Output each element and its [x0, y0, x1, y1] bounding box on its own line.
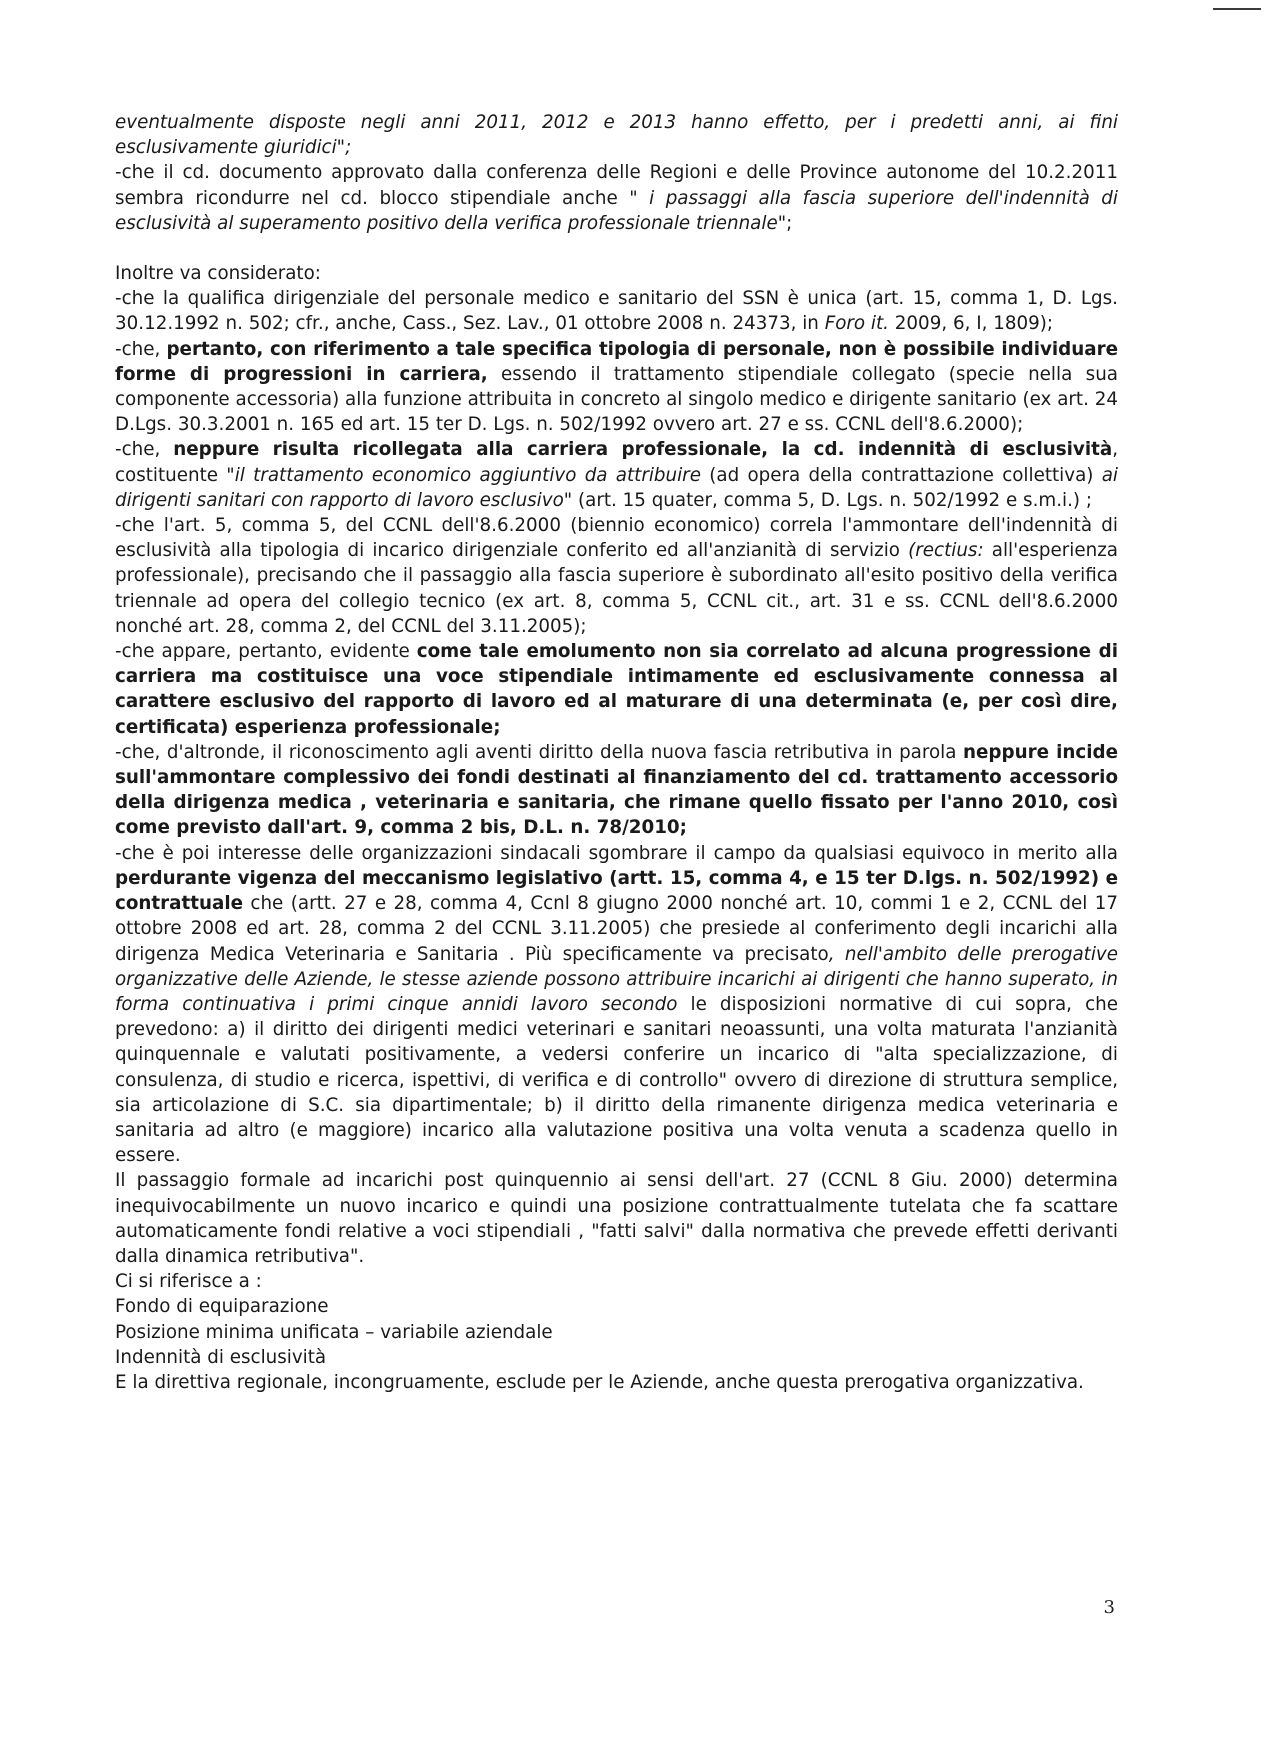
text-run: -che,	[115, 439, 174, 461]
paragraph	[115, 1168, 1118, 1269]
italic-text: , nell'ambito delle prerogative organizzative delle Aziende, le stesse aziende possono attribuire incarichi ai dirigenti che hanno superato, in forma continuativa i primi cinque annidi lavoro secondo	[115, 943, 1118, 1015]
paragraph	[115, 1370, 1118, 1395]
paragraph	[115, 740, 1118, 841]
text-run: Ci si riferisce a :	[115, 1271, 262, 1293]
text-run: Fondo di equiparazione	[115, 1296, 329, 1318]
paragraph-spacer	[115, 236, 1118, 261]
text-run: Posizione minima unificata – variabile aziendale	[115, 1321, 553, 1343]
text-run: che (artt. 27 e 28, comma 4, Ccnl 8 giugno 2000 nonché art. 10, commi 1 e 2, CCNL del 17 ottobre 2008 ed art. 28, comma 2 del CCNL 3.11.2005) che presiede al conferimento degli incarichi alla dirigenza Medica Veterinaria e Sanitaria . Più specificamente va precisato	[115, 893, 1118, 965]
text-run: Il passaggio formale ad incarichi post quinquennio ai sensi dell'art. 27 (CCNL 8 Giu. 2000) determina inequivocabilmente un nuovo incarico e quindi una posizione contrattualmente tutelata che fa scattare automaticamente fondi relative a voci stipendiali , "fatti salvi" dalla normativa che prevede effetti derivanti dalla dinamica retributiva".	[115, 1170, 1118, 1267]
italic-text: Foro it.	[824, 313, 889, 335]
paragraph	[115, 110, 1118, 160]
bold-text: perdurante vigenza del meccanismo legislativo (artt. 15, comma 4, e 15 ter D.lgs. n. 502/1992) e contrattuale	[115, 867, 1118, 915]
paragraph	[115, 1269, 1118, 1294]
text-run: E la direttiva regionale, incongruamente, esclude per le Aziende, anche questa prerogativa organizzativa.	[115, 1371, 1084, 1393]
italic-text: eventualmente disposte negli anni 2011, 2012 e 2013 hanno effetto, per i predetti anni, ai fini esclusivamente giuridici";	[115, 112, 1118, 159]
bold-text: come tale emolumento non sia correlato ad alcuna progressione di carriera ma costituisce una voce stipendiale intimamente ed esclusivamente connessa al carattere esclusivo del rapporto di lavoro ed al maturare di una determinata (e, per così dire, certificata) esperienza professionale;	[115, 641, 1118, 738]
text-run: -che è poi interesse delle organizzazioni sindacali sgombrare il campo da qualsiasi equivoco in merito alla	[115, 842, 1118, 864]
italic-text: i passaggi alla fascia superiore dell'indennità di esclusività al superamento positivo della verifica professionale triennale	[115, 187, 1118, 234]
text-run: -che l'art. 5, comma 5, del CCNL dell'8.6.2000 (biennio economico) correla l'ammontare dell'indennità di esclusività alla tipologia di incarico dirigenziale conferito ed all'anzianità di servizio	[115, 515, 1118, 562]
text-run: -che appare, pertanto, evidente	[115, 641, 417, 663]
text-run: Indennità di esclusività	[115, 1346, 327, 1368]
text-run: -che, d'altronde, il riconoscimento agli aventi diritto della nuova fascia retributiva in parola	[115, 741, 964, 763]
text-run: 2009, 6, I, 1809);	[888, 313, 1054, 335]
scan-edge-mark	[1213, 8, 1261, 10]
text-run: le disposizioni normative di cui sopra, che prevedono: a) il diritto dei dirigenti medici veterinari e sanitari neoassunti, una volta maturata l'anzianità quinquennale e valutati positivamente, a vedersi conferire un incarico di "alta specializzazione, di consulenza, di studio e ricerca, ispettivi, di verifica e di controllo" ovvero di direzione di struttura semplice, sia articolazione di S.C. sia dipartimentale; b) il diritto della rimanente dirigenza medica veterinaria e sanitaria ad altro (e maggiore) incarico alla valutazione positiva una volta venuta a scadenza quello in essere.	[115, 993, 1118, 1167]
paragraph	[115, 513, 1118, 639]
page-number: 3	[1103, 1597, 1115, 1618]
text-run: -che il cd. documento approvato dalla conferenza delle Regioni e delle Province autonome del 10.2.2011 sembra ricondurre nel cd. blocco stipendiale anche "	[115, 162, 1118, 209]
text-run: ";	[777, 212, 793, 234]
paragraph	[115, 1345, 1118, 1370]
paragraph	[115, 286, 1118, 336]
bold-text: neppure risulta ricollegata alla carriera professionale, la cd. indennità di esclusività	[173, 439, 1113, 461]
italic-text: (rectius:	[908, 540, 984, 562]
text-run: essendo il trattamento stipendiale collegato (specie nella sua componente accessoria) alla funzione attribuita in concreto al singolo medico e dirigente sanitario (ex art. 24 D.Lgs. 30.3.2001 n. 165 ed art. 15 ter D. Lgs. n. 502/1992 ovvero art. 27 e ss. CCNL dell'8.6.2000);	[115, 363, 1118, 436]
paragraph	[115, 1294, 1118, 1319]
text-run: -che la qualifica dirigenziale del personale medico e sanitario del SSN è unica (art. 15, comma 1, D. Lgs. 30.12.1992 n. 502; cfr., anche, Cass., Sez. Lav., 01 ottobre 2008 n. 24373, in	[115, 288, 1118, 335]
text-run: -che,	[115, 338, 167, 360]
document-body	[115, 110, 1118, 1395]
text-run: , costituente "	[115, 439, 1118, 486]
text-run: " (art. 15 quater, comma 5, D. Lgs. n. 502/1992 e s.m.i.) ;	[563, 489, 1093, 511]
paragraph	[115, 160, 1118, 236]
italic-text: ai dirigenti sanitari con rapporto di lavoro esclusivo	[115, 464, 1118, 511]
paragraph	[115, 639, 1118, 740]
paragraph	[115, 841, 1118, 1169]
text-run: all'esperienza professionale), precisando che il passaggio alla fascia superiore è subordinato all'esito positivo della verifica triennale ad opera del collegio tecnico (ex art. 8, comma 5, CCNL cit., art. 31 e ss. CCNL dell'8.6.2000 nonché art. 28, comma 2, del CCNL del 3.11.2005);	[115, 540, 1118, 637]
bold-text: neppure incide sull'ammontare complessivo dei fondi destinati al finanziamento del cd. trattamento accessorio della dirigenza medica , veterinaria e sanitaria, che rimane quello fissato per l'anno 2010, così come previsto dall'art. 9, comma 2 bis, D.L. n. 78/2010;	[115, 741, 1118, 839]
text-run: (ad opera della contrattazione collettiva)	[700, 464, 1102, 486]
paragraph	[115, 261, 1118, 286]
italic-text: il trattamento economico aggiuntivo da attribuire	[234, 464, 701, 486]
text-run: Inoltre va considerato:	[115, 263, 321, 285]
bold-text: pertanto, con riferimento a tale specifica tipologia di personale, non è possibile individuare forme di progressioni in carriera,	[115, 338, 1118, 385]
paragraph	[115, 1320, 1118, 1345]
paragraph	[115, 437, 1118, 513]
paragraph	[115, 337, 1118, 438]
